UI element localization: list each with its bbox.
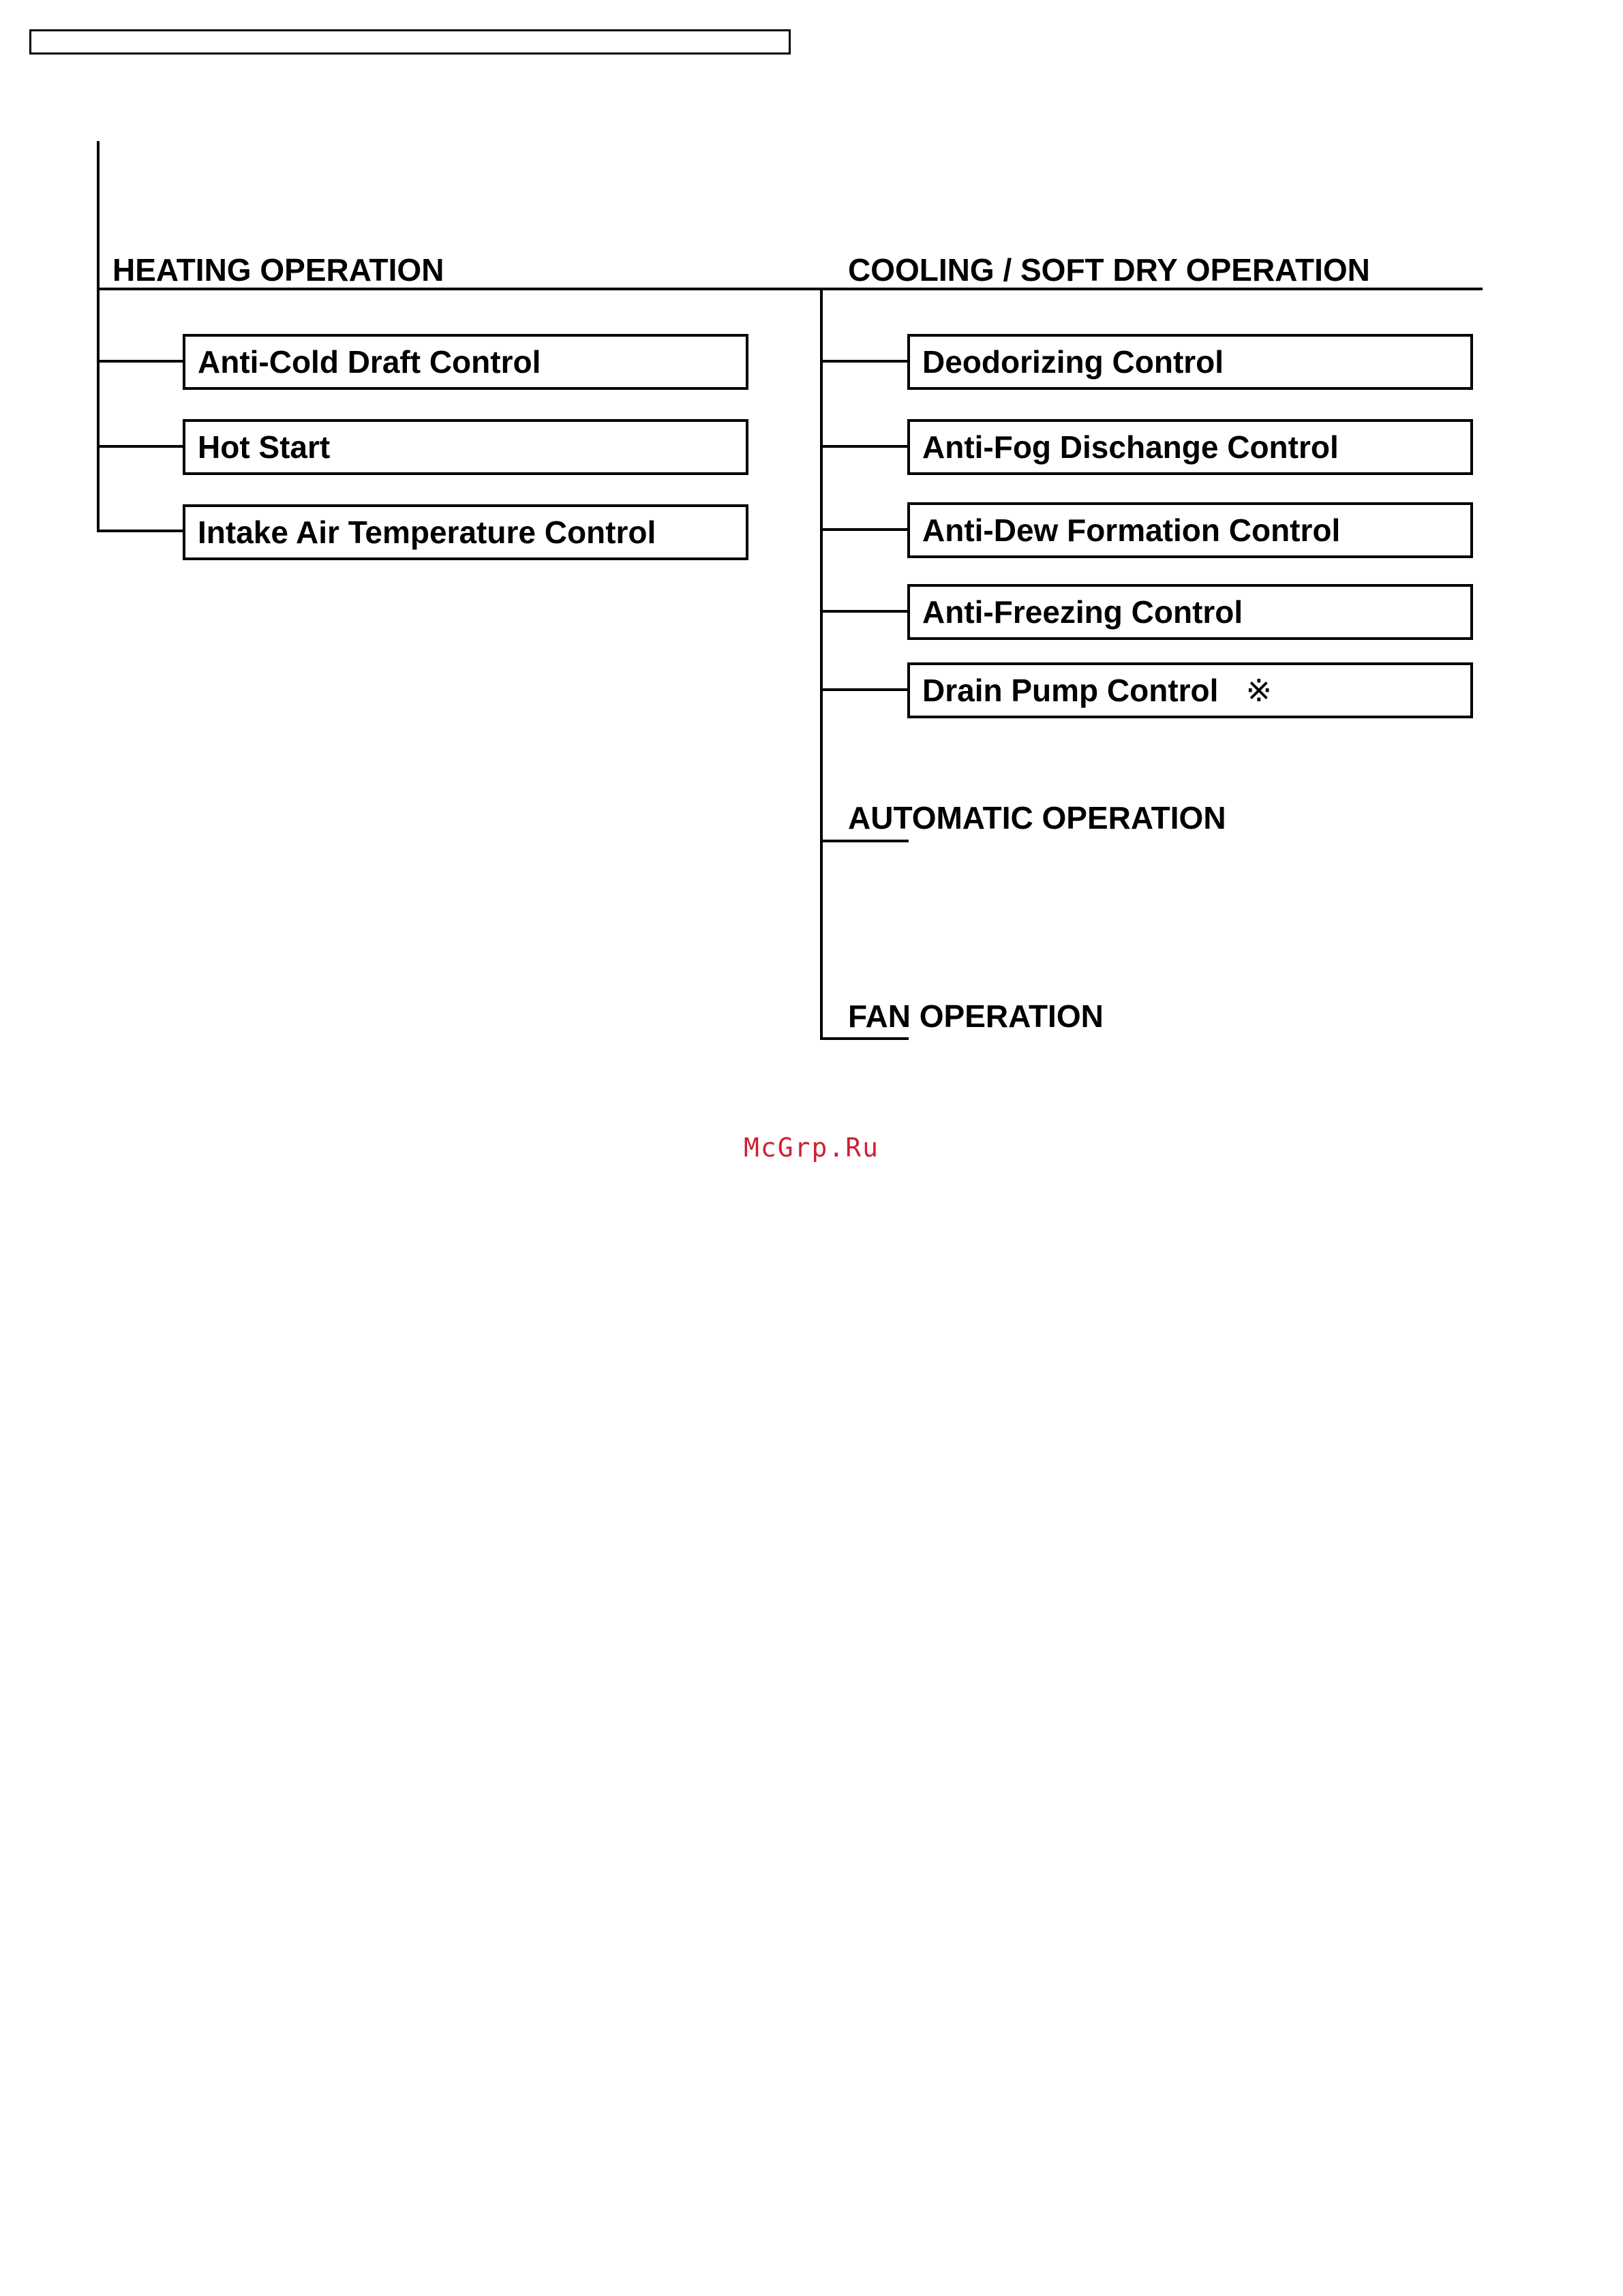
connector-line bbox=[820, 688, 909, 691]
connector-line bbox=[820, 610, 909, 613]
main-trunk-line bbox=[97, 141, 100, 532]
automatic-operation-title: AUTOMATIC OPERATION bbox=[848, 800, 1226, 836]
heating-operation-title: HEATING OPERATION bbox=[112, 252, 444, 288]
drain-pump-control-box bbox=[907, 662, 1473, 718]
connector-line bbox=[97, 530, 184, 532]
control-label: Anti-Dew Formation Control bbox=[922, 512, 1341, 548]
top-bar-line bbox=[97, 288, 1483, 290]
fan-operation-title: FAN OPERATION bbox=[848, 998, 1104, 1034]
deodorizing-control-box bbox=[907, 334, 1473, 390]
connector-line bbox=[820, 360, 909, 363]
anti-fog-discharge-control-box bbox=[907, 419, 1473, 475]
cooling-operation-title: COOLING / SOFT DRY OPERATION bbox=[848, 252, 1370, 288]
intake-air-temperature-control-box bbox=[183, 504, 748, 560]
reference-mark-icon: ※ bbox=[1245, 673, 1272, 708]
control-label: Hot Start bbox=[198, 429, 331, 465]
connector-line bbox=[97, 360, 184, 363]
connector-line bbox=[820, 528, 909, 531]
hot-start-box bbox=[183, 419, 748, 475]
drain-pump-control-label: Drain Pump Control bbox=[922, 673, 1219, 708]
control-label: Intake Air Temperature Control bbox=[198, 515, 656, 550]
connector-line bbox=[820, 840, 909, 842]
control-label bbox=[922, 675, 1272, 706]
control-label: Anti-Fog Dischange Control bbox=[922, 429, 1339, 465]
connector-line bbox=[820, 1037, 909, 1040]
watermark: McGrp.Ru bbox=[743, 1133, 880, 1163]
anti-dew-formation-control-box bbox=[907, 502, 1473, 558]
control-label: Anti-Freezing Control bbox=[922, 594, 1243, 630]
control-label: Deodorizing Control bbox=[922, 344, 1224, 380]
right-trunk-line bbox=[820, 288, 823, 1040]
anti-cold-draft-control-box bbox=[183, 334, 748, 390]
connector-line bbox=[97, 445, 184, 448]
connector-line bbox=[820, 445, 909, 448]
page-header-box bbox=[29, 29, 791, 55]
anti-freezing-control-box bbox=[907, 584, 1473, 640]
control-label: Anti-Cold Draft Control bbox=[198, 344, 541, 380]
